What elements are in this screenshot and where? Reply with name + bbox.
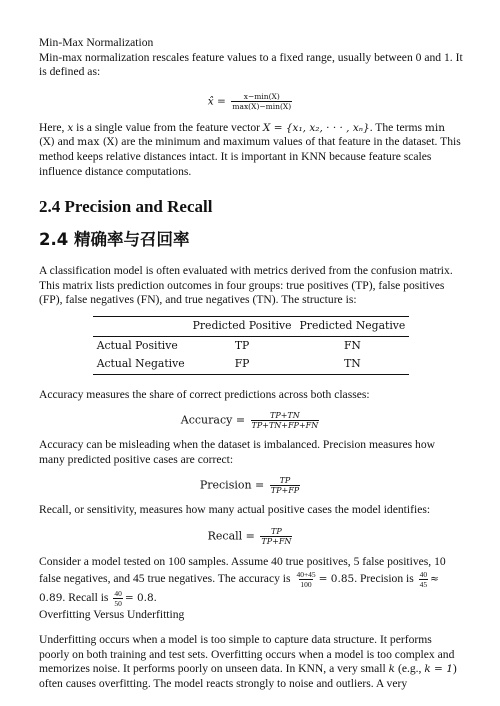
table-cell: Actual Negative [96,357,185,371]
table-cell: TN [344,357,361,371]
table-cell: Actual Positive [96,338,178,352]
feature-vector: X = {x₁, x₂, · · · , xₙ} [262,121,370,134]
minmax-fraction [231,92,292,111]
minmax-lhs: x̂ = [207,95,226,108]
table-cell: TP [234,338,250,352]
min-term: min (X) [39,121,445,149]
example-paragraph: Consider a model tested on 100 samples. Assume 40 true positives, 5 false positives, 10 false negatives, and 45 true negatives. The accuracy is $\frac{40+45}{100}$ = 0.85. Precision is $\frac{40}{45}$ ≈ 0.89. Recall is $\frac{40}{50}$ = 0.8. [39,555,446,608]
accuracy-paragraph: Accuracy measures the share of correct predictions across both classes: [39,387,370,401]
table-cell: FP [234,357,250,371]
table-header-cell [93,316,189,336]
accuracy-formula: Accuracy = $\frac{TP+TN}{TP+TN+FP+FN}$ [180,411,319,431]
recall-paragraph: Recall, or sensitivity, measures how many actual positive cases the model identifies: [39,502,431,516]
confusion-matrix-table [93,316,410,375]
precision-formula: Precision = $\frac{TP}{TP+FP}$ [199,475,300,495]
section-title-english: 2.4 Precision and Recall [39,197,213,217]
minmax-explanation-paragraph: Here, x is a single value from the feature vector X = {x₁, x₂, · · · , xₙ}. The terms min (X) and max (X) are the minimum and maximum values of that feature in the dataset. This method keeps relative distances intact. It is important in KNN because feature scales influence distance computations. [39,120,461,178]
minmax-numerator: x−min(X) [243,91,280,101]
max-term: max (X) [77,136,119,149]
classification-paragraph: A classification model is often evaluated with metrics derived from the confusion matrix. This matrix lists prediction outcomes in four groups: true positives (TP), false positives (FP), false negatives (FN), and true negatives (TN). The structure is: [39,264,453,307]
recall-formula: Recall = $\frac{TP}{TP+FN}$ [207,527,292,547]
minmax-formula [39,92,463,111]
table-row [93,336,410,355]
table-header-cell: Predicted Positive [192,318,292,332]
table-header-row [93,316,410,336]
precision-paragraph: Accuracy can be misleading when the dataset is imbalanced. Precision measures how many predicted positive cases are correct: [39,438,435,466]
overfitting-paragraph: Underfitting occurs when a model is too simple to capture data structure. It performs poorly on both training and test sets. Overfitting occurs when a model is too complex and memorizes noise. It performs poorly on unseen data. In KNN, a very small k (e.g., k = 1) often causes overfitting. The model reacts strongly to noise and outliers. A very [39,633,457,691]
table-cell: FN [343,338,361,352]
subsection-heading-overfitting: Overfitting Versus Underfitting [39,607,185,621]
table-row [93,355,410,374]
minmax-denominator: max(X)−min(X) [232,101,292,111]
paper-page [39,36,463,692]
minmax-intro-paragraph: Min-max normalization rescales feature values to a fixed range, usually between 0 and 1. It is defined as: [39,50,463,79]
table-header-cell: Predicted Negative [299,318,406,332]
subsection-heading-minmax: Min-Max Normalization [39,36,154,49]
section-title-chinese: 2.4 精确率与召回率 [39,230,190,250]
